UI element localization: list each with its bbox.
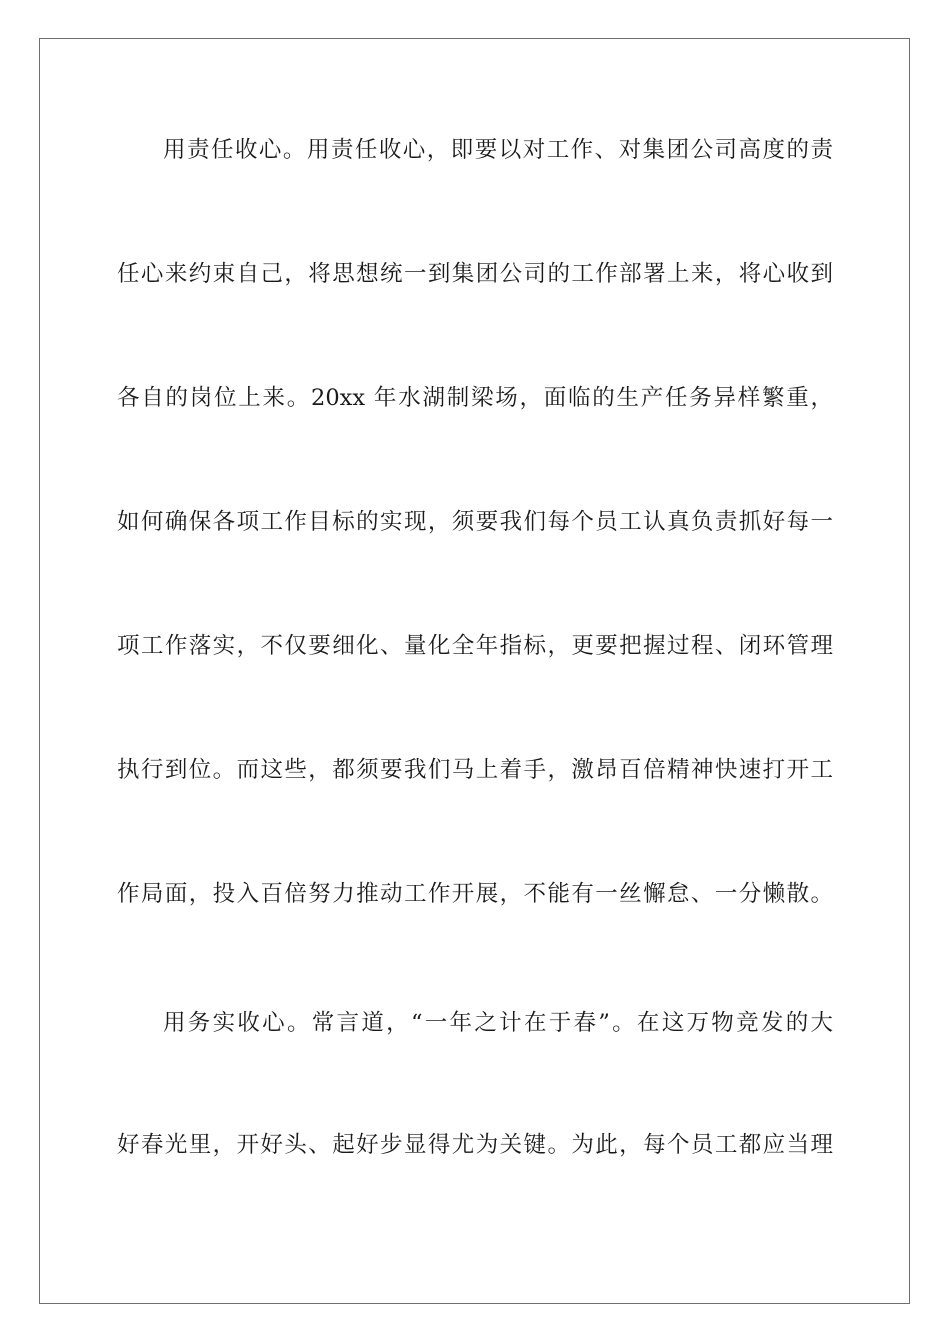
paragraph-1-line-1: 用责任收心。用责任收心，即要以对工作、对集团公司高度的责 <box>163 137 833 163</box>
paragraph-2-line-2: 好春光里，开好头、起好步显得尤为关键。为此，每个员工都应当理 <box>117 1132 833 1158</box>
paragraph-1-line-6: 执行到位。而这些，都须要我们马上着手，激昂百倍精神快速打开工 <box>117 757 833 783</box>
paragraph-1-line-7: 作局面，投入百倍努力推动工作开展，不能有一丝懈怠、一分懒散。 <box>117 881 833 907</box>
paragraph-1-line-3: 各自的岗位上来。20xx 年水湖制梁场，面临的生产任务异样繁重， <box>117 385 833 411</box>
page-border <box>39 38 910 1304</box>
paragraph-1-line-5: 项工作落实，不仅要细化、量化全年指标，更要把握过程、闭环管理 <box>117 633 833 659</box>
paragraph-1-line-4: 如何确保各项工作目标的实现，须要我们每个员工认真负责抓好每一 <box>117 509 833 535</box>
paragraph-2-line-1: 用务实收心。常言道，“一年之计在于春”。在这万物竞发的大 <box>163 1010 833 1036</box>
paragraph-1-line-2: 任心来约束自己，将思想统一到集团公司的工作部署上来，将心收到 <box>117 261 833 287</box>
